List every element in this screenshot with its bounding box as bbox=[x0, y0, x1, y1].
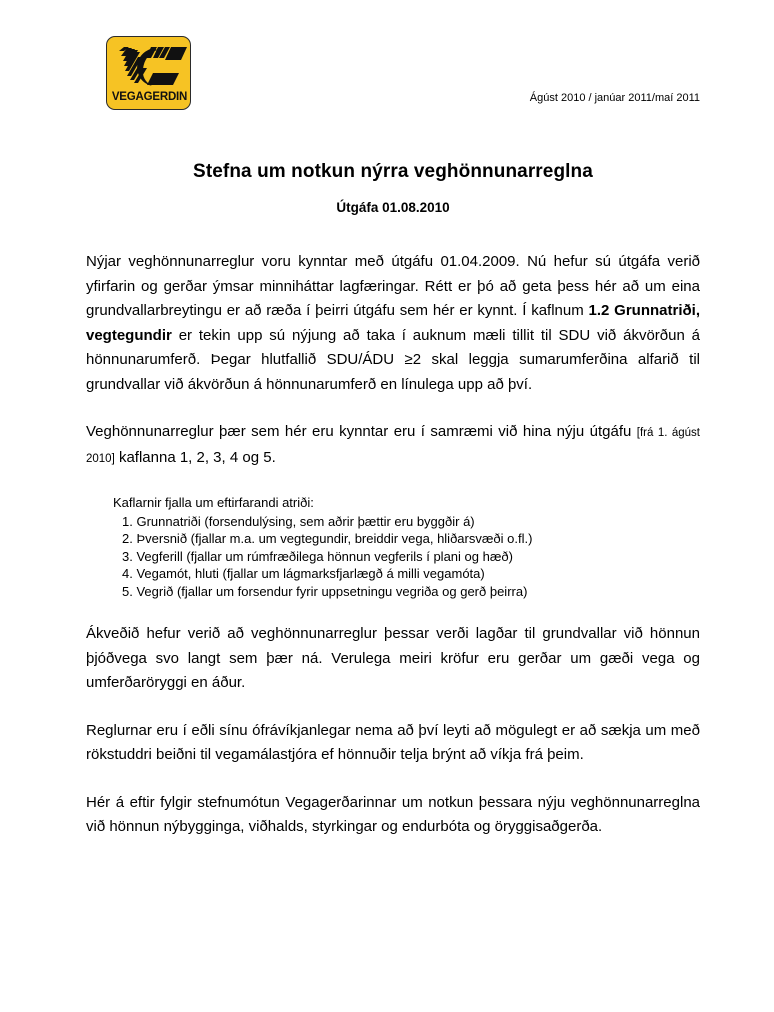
chapter-list bbox=[86, 513, 700, 601]
logo-wordmark: VEGAGERDIN bbox=[111, 91, 188, 103]
list-item bbox=[122, 583, 700, 601]
paragraph-1-text-a: Nýjar veghönnunarreglur voru kynntar með útgáfu 01.04.2009. Nú hefur sú útgáfa verið yfirfarin og gerðar ýmsar minniháttar lagfæringar. Rétt er þó að geta þess hér að um eina grundvallarbreytingu er að ræða í þeirri útgáfu sem hér er kynnt. Í kaflnum bbox=[86, 253, 700, 319]
paragraph-1 bbox=[86, 250, 700, 397]
paragraph-3: Ákveðið hefur verið að veghönnunarreglur þessar verði lagðar til grundvallar við hönnun þjóðvega svo langt sem þær ná. Verulega meiri kröfur eru gerðar um gæði vega og umferðaröryggi en áður. bbox=[86, 625, 700, 691]
chapter-description: (fjallar um lágmarksfjarlægð á milli vegamóta) bbox=[222, 566, 485, 581]
paragraph-1-text-b: er tekin upp sú nýjung að taka í auknum mæli tillit til SDU við ákvörðun á hönnunarumferð. Þegar hlutfallið SDU/ÁDU ≥2 skal leggja sumarumferðina alfarið til grundvallar við ákvörðun á hönnunarumferð en línulega upp að því. bbox=[86, 326, 700, 393]
chapter-number: 5. bbox=[122, 583, 133, 599]
chapter-list-intro: Kaflarnir fjalla um eftirfarandi atriði: bbox=[113, 495, 314, 510]
list-item bbox=[122, 565, 700, 583]
paragraph-2 bbox=[86, 420, 700, 471]
document-header bbox=[0, 0, 774, 130]
list-item bbox=[122, 548, 700, 566]
page-title: Stefna um notkun nýrra veghönnunarreglna bbox=[193, 161, 593, 182]
chapter-name: Vegrið bbox=[136, 583, 174, 599]
paragraph-2-text-a: Veghönnunarreglur þær sem hér eru kynntar eru í samræmi við hina nýju útgáfu bbox=[86, 423, 637, 440]
paragraph-2-note: [frá 1. ágúst 2010] bbox=[86, 427, 700, 465]
chapter-name: Þversnið bbox=[136, 531, 188, 546]
paragraph-2-text-b: kaflanna 1, 2, 3, 4 og 5. bbox=[114, 448, 276, 466]
chapter-description: (forsendulýsing, sem aðrir þættir eru byggðir á) bbox=[204, 513, 475, 529]
chapter-name: Grunnatriði bbox=[136, 513, 201, 529]
chapter-list-block bbox=[86, 494, 700, 600]
chapter-description: (fjallar um forsendur fyrir uppsetningu vegriða og gerð þeirra) bbox=[176, 583, 528, 599]
document-body bbox=[86, 250, 700, 840]
list-item bbox=[122, 513, 700, 531]
chapter-name: Vegferill bbox=[136, 548, 183, 564]
document-date: Ágúst 2010 / janúar 2011/maí 2011 bbox=[529, 92, 700, 104]
chapter-number: 3. bbox=[122, 548, 133, 564]
list-item bbox=[122, 530, 700, 548]
chapter-description: (fjallar m.a. um vegtegundir, breiddir vega, hliðarsvæði o.fl.) bbox=[190, 531, 533, 546]
chapter-number: 4. bbox=[122, 566, 133, 581]
vegagerdin-logo bbox=[106, 36, 191, 110]
page-subtitle: Útgáfa 01.08.2010 bbox=[336, 200, 450, 215]
chapter-description: (fjallar um rúmfræðilega hönnun vegferils í plani og hæð) bbox=[186, 548, 513, 564]
paragraph-4: Reglurnar eru í eðli sínu ófrávíkjanlegar nema að því leyti að mögulegt er að sækja um með rökstuddri beiðni til vegamálastjóra ef hönnuðir telja brýnt að víkja frá þeim. bbox=[86, 721, 700, 763]
chapter-name: Vegamót, hluti bbox=[136, 566, 219, 581]
chapter-number: 1. bbox=[122, 513, 133, 529]
paragraph-5: Hér á eftir fylgir stefnumótun Vegagerðarinnar um notkun þessara nýju veghönnunarreglna við hönnun nýbygginga, viðhalds, styrkingar og endurbóta og öryggisaðgerða. bbox=[86, 793, 700, 835]
road-swoosh-icon bbox=[107, 41, 191, 89]
paragraph-1-bold: 1.2 Grunnatriði, vegtegundir bbox=[86, 302, 700, 344]
chapter-number: 2. bbox=[122, 531, 133, 546]
